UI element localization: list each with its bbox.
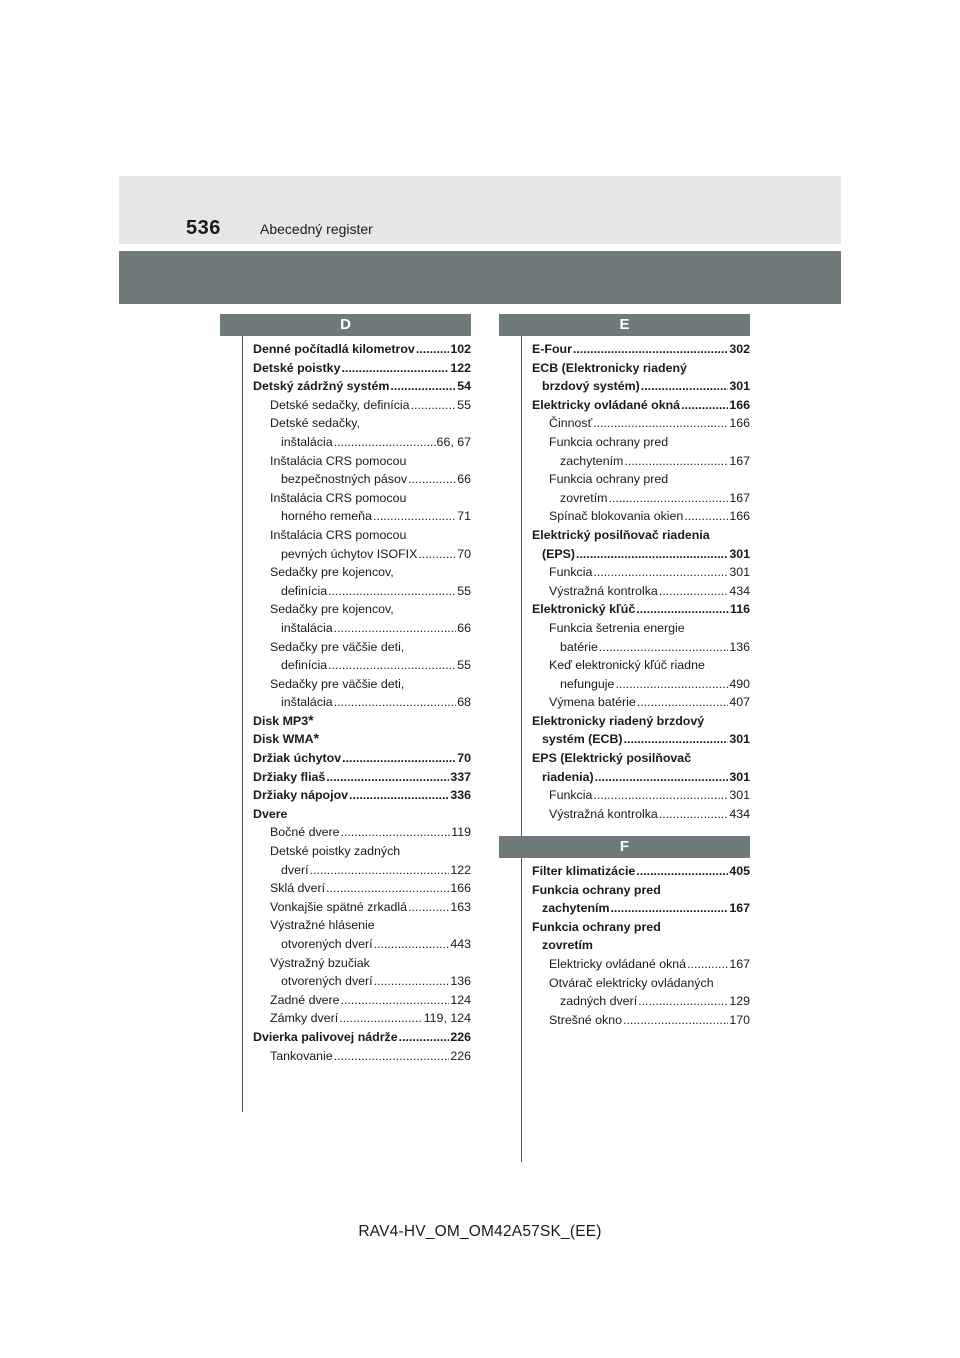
index-entry-term: Funkcia ochrany pred — [532, 919, 661, 934]
leader-dots — [684, 507, 728, 526]
index-entry — [253, 452, 471, 471]
index-entry-term: definícia — [281, 583, 328, 598]
index-entry-page: 54 — [457, 379, 471, 394]
index-entry — [253, 377, 471, 396]
leader-dots — [416, 340, 450, 359]
leader-dots — [390, 377, 456, 396]
index-entry-term: Sedačky pre kojencov, — [270, 602, 394, 617]
index-entry — [532, 992, 750, 1011]
index-entry — [532, 470, 750, 489]
index-entry-term: Zámky dverí — [270, 1011, 339, 1026]
leader-dots — [349, 786, 449, 805]
index-entry — [253, 972, 471, 991]
index-entry — [532, 936, 750, 955]
index-entry-term: Disk MP3 — [253, 713, 309, 728]
leader-dots — [595, 768, 729, 787]
index-entry-page: 122 — [450, 862, 471, 877]
index-entry-term: dverí — [281, 862, 309, 877]
index-entry-page: 66, 67 — [436, 434, 471, 449]
index-entry-term: Bočné dvere — [270, 825, 340, 840]
leader-dots — [341, 991, 450, 1010]
index-entry — [532, 862, 750, 881]
index-entry-term: Detské poistky zadných — [270, 844, 401, 859]
header-band — [119, 176, 841, 244]
index-entry — [253, 396, 471, 415]
index-entry — [532, 340, 750, 359]
index-entry — [253, 1047, 471, 1066]
leader-dots — [687, 955, 728, 974]
index-entry-page: 443 — [450, 937, 471, 951]
leader-dots — [573, 340, 728, 359]
index-entry-term: E-Four — [532, 342, 572, 356]
index-entry-page: 407 — [729, 695, 750, 710]
index-entry — [532, 489, 750, 508]
index-entry-page: 301 — [729, 732, 750, 747]
index-entry — [532, 918, 750, 937]
index-entry-page: 55 — [457, 397, 471, 412]
index-entry-term: Vonkajšie spätné zrkadlá — [270, 899, 408, 914]
index-entry-page: 116 — [730, 602, 750, 617]
leader-dots — [599, 638, 728, 657]
index-entry — [253, 526, 471, 545]
index-entry-term: Sedačky pre kojencov, — [270, 565, 394, 580]
index-entry-term: Činnosť — [549, 416, 593, 431]
index-entry-term: Detský zádržný systém — [253, 379, 390, 394]
index-entry-term: Funkcia ochrany pred — [532, 882, 661, 897]
index-entry-page: 163 — [450, 899, 471, 914]
index-entry-page: 490 — [729, 676, 750, 691]
index-entry-term: Zadné dvere — [270, 992, 340, 1007]
index-entry-term: bezpečnostných pásov — [281, 472, 408, 487]
index-entry — [253, 600, 471, 619]
index-entry-term: horného remeňa — [281, 509, 372, 524]
index-entry — [253, 1028, 471, 1047]
index-entry-page: 170 — [729, 1012, 750, 1027]
leader-dots — [334, 619, 457, 638]
index-entry-page: 167 — [729, 956, 750, 971]
entries-list-e — [521, 336, 750, 836]
leader-dots — [593, 786, 728, 805]
index-entry — [253, 359, 471, 378]
index-entry-term: EPS (Elektrický posilňovač — [532, 751, 692, 766]
index-entry-page: 226 — [450, 1048, 471, 1063]
page-number: 536 — [186, 217, 221, 239]
index-entry — [253, 954, 471, 973]
index-entry-term: Detské sedačky, — [270, 416, 360, 431]
leader-dots — [593, 414, 728, 433]
index-entry-term: Dvierka palivovej nádrže — [253, 1029, 398, 1044]
index-entry-term: Výstražné hlásenie — [270, 918, 375, 933]
index-entry — [253, 768, 471, 787]
index-entry: Disk WMA * — [253, 730, 471, 749]
leader-dots — [636, 862, 728, 881]
index-entry-term: Funkcia — [549, 788, 593, 803]
leader-dots — [636, 600, 729, 619]
leader-dots — [339, 1009, 423, 1028]
index-entry: Disk MP3 * — [253, 712, 471, 731]
index-entry — [532, 507, 750, 526]
leader-dots — [609, 489, 729, 508]
index-entry — [532, 786, 750, 805]
index-entry — [532, 805, 750, 824]
section-block-f — [499, 836, 750, 1162]
index-entry — [532, 693, 750, 712]
index-entry — [532, 675, 750, 694]
index-entry-page: 301 — [729, 379, 750, 394]
leader-dots — [328, 582, 456, 601]
index-entry — [253, 898, 471, 917]
index-entry-page: 129 — [729, 994, 750, 1009]
index-entry-term: Elektronický kľúč — [532, 602, 636, 617]
index-entry-page: 55 — [457, 658, 471, 673]
leader-dots — [593, 563, 728, 582]
index-entry — [532, 712, 750, 731]
index-entry — [532, 768, 750, 787]
index-entry — [532, 638, 750, 657]
index-entry-page: 167 — [729, 901, 750, 916]
index-entry-term: Elektrický posilňovač riadenia — [532, 527, 710, 542]
index-entry-term: zovretím — [542, 938, 593, 953]
index-entry-page: 302 — [729, 342, 750, 356]
index-entry-term: Detské sedačky, definícia — [270, 397, 410, 412]
index-entry-term: Inštalácia CRS pomocou — [270, 453, 407, 468]
index-entry-term: inštalácia — [281, 695, 333, 710]
index-entry — [253, 991, 471, 1010]
chapter-band — [119, 251, 841, 304]
index-entry — [532, 452, 750, 471]
index-entry — [253, 582, 471, 601]
index-entry-page: 122 — [450, 360, 471, 375]
leader-dots — [374, 972, 450, 991]
index-entry-term: zachytením — [560, 453, 624, 468]
index-entry-term: Výstražná kontrolka — [549, 806, 658, 821]
index-entry-page: 71 — [457, 509, 471, 524]
leader-dots — [615, 675, 728, 694]
index-entry — [532, 974, 750, 993]
index-entry — [253, 749, 471, 768]
index-entry-page: 434 — [729, 583, 750, 598]
index-entry — [532, 563, 750, 582]
index-entry — [532, 414, 750, 433]
index-entry-page: 405 — [729, 864, 750, 878]
index-entry-page: 119 — [451, 825, 471, 840]
index-entry-term: zovretím — [560, 490, 608, 505]
index-entry-term: systém (ECB) — [542, 732, 623, 747]
leader-dots — [326, 879, 449, 898]
leader-dots — [374, 935, 450, 954]
index-entry-page: 301 — [729, 546, 750, 561]
index-entry-page: 124 — [450, 992, 471, 1007]
index-entry — [253, 656, 471, 675]
index-entry-term: riadenia) — [542, 769, 594, 784]
index-entry-page: 66 — [457, 620, 471, 635]
section-header-f: F — [499, 836, 750, 858]
index-entry-term: Elektricky ovládané okná — [549, 956, 687, 971]
index-entry — [253, 935, 471, 954]
index-entry-term: Detské poistky — [253, 360, 341, 375]
index-entry-term: Inštalácia CRS pomocou — [270, 527, 407, 542]
entries-list-d — [242, 336, 471, 1112]
index-entry-term: Filter klimatizácie — [532, 864, 636, 878]
index-entry — [532, 730, 750, 749]
index-entry-page: 102 — [450, 342, 471, 356]
index-entry-term: Držiaky nápojov — [253, 788, 349, 803]
leader-dots — [576, 545, 728, 564]
leader-dots — [638, 992, 728, 1011]
index-entry-page: 337 — [450, 769, 471, 784]
leader-dots — [373, 507, 456, 526]
entries-list-f — [521, 858, 750, 1162]
index-entry-page: 68 — [457, 695, 471, 710]
index-entry-term: otvorených dverí — [281, 974, 373, 989]
index-entry-term: nefunguje — [560, 676, 615, 691]
index-entry — [532, 1011, 750, 1030]
leader-dots — [659, 582, 729, 601]
index-entry-term: Funkcia šetrenia energie — [549, 620, 685, 635]
index-entry-page: 70 — [457, 751, 471, 766]
leader-dots — [408, 898, 449, 917]
index-entry — [253, 563, 471, 582]
index-entry — [532, 582, 750, 601]
index-entry-page: 70 — [457, 546, 471, 561]
index-entry — [253, 786, 471, 805]
index-entry — [253, 619, 471, 638]
leader-dots — [341, 359, 449, 378]
index-entry — [253, 545, 471, 564]
leader-dots — [637, 693, 729, 712]
index-entry-page: 301 — [729, 769, 750, 784]
index-entry — [253, 842, 471, 861]
index-column-right — [499, 314, 750, 1162]
leader-dots — [681, 396, 728, 415]
index-entry — [532, 899, 750, 918]
leader-dots — [399, 1028, 450, 1047]
index-entry-page: 301 — [729, 565, 750, 580]
index-entry-term: Funkcia ochrany pred — [549, 472, 669, 487]
section-header-d: D — [220, 314, 471, 336]
index-entry-term: batérie — [560, 639, 598, 654]
index-entry — [253, 823, 471, 842]
leader-dots — [610, 899, 728, 918]
index-entry-page: 119, 124 — [423, 1011, 471, 1026]
index-entry — [253, 433, 471, 452]
index-entry — [532, 619, 750, 638]
index-entry-page: 136 — [729, 639, 750, 654]
index-entry — [253, 916, 471, 935]
index-entry-page: 434 — [729, 806, 750, 821]
index-entry-page: 166 — [729, 509, 750, 524]
index-entry — [253, 470, 471, 489]
index-entry-page: 167 — [729, 453, 750, 468]
index-entry-term: brzdový systém) — [542, 379, 640, 394]
index-entry-term: Inštalácia CRS pomocou — [270, 490, 407, 505]
index-entry — [253, 414, 471, 433]
index-entry-term: Strešné okno — [549, 1012, 623, 1027]
index-entry-term: zachytením — [542, 901, 610, 916]
index-entry-page: 167 — [729, 490, 750, 505]
index-entry-term: Držiaky fliaš — [253, 769, 326, 784]
index-entry-term: inštalácia — [281, 620, 333, 635]
index-entry — [532, 359, 750, 378]
index-entry — [253, 1009, 471, 1028]
leader-dots — [418, 545, 456, 564]
index-entry — [253, 638, 471, 657]
leader-dots — [334, 433, 436, 452]
leader-dots — [328, 656, 456, 675]
index-entry — [253, 340, 471, 359]
leader-dots — [408, 470, 456, 489]
index-entry-term: Držiak úchytov — [253, 751, 342, 766]
index-entry — [253, 805, 471, 824]
index-entry — [532, 955, 750, 974]
index-entry-page: 226 — [450, 1029, 471, 1044]
index-entry — [253, 675, 471, 694]
index-entry-term: Otvárač elektricky ovládaných — [549, 975, 714, 990]
index-entry-page: 336 — [450, 788, 471, 803]
index-entry — [532, 526, 750, 545]
index-entry-term: inštalácia — [281, 434, 333, 449]
index-entry-term: Tankovanie — [270, 1048, 333, 1063]
index-entry — [532, 600, 750, 619]
leader-dots — [411, 396, 457, 415]
leader-dots — [641, 377, 729, 396]
index-entry-term: (EPS) — [542, 546, 576, 561]
index-entry — [532, 545, 750, 564]
index-entry — [253, 489, 471, 508]
index-entry-term: Elektricky ovládané okná — [532, 397, 681, 412]
leader-dots — [624, 730, 729, 749]
leader-dots — [659, 805, 729, 824]
leader-dots — [623, 1011, 728, 1030]
leader-dots — [624, 452, 728, 471]
index-entry-term: Výmena batérie — [549, 695, 636, 710]
leader-dots — [310, 861, 450, 880]
index-entry-term: Sklá dverí — [270, 881, 326, 896]
index-entry-term: definícia — [281, 658, 328, 673]
index-entry-term: Elektronicky riadený brzdový — [532, 713, 705, 728]
index-entry-term: zadných dverí — [560, 994, 638, 1009]
index-entry-page: 55 — [457, 583, 471, 598]
index-entry-term: Sedačky pre väčšie deti, — [270, 639, 405, 654]
page-title: Abecedný register — [260, 221, 373, 237]
index-entry — [253, 507, 471, 526]
index-entry — [253, 879, 471, 898]
index-entry-page: 166 — [450, 881, 471, 896]
index-entry — [532, 396, 750, 415]
section-header-e: E — [499, 314, 750, 336]
leader-dots — [341, 823, 451, 842]
index-entry — [253, 861, 471, 880]
index-entry-term: Dvere — [253, 806, 288, 821]
index-entry-term: Výstražná kontrolka — [549, 583, 658, 598]
index-entry-term: Funkcia ochrany pred — [549, 434, 669, 449]
index-column-left — [220, 314, 471, 1112]
index-entry-term: pevných úchytov ISOFIX — [281, 546, 418, 561]
index-entry-page: 66 — [457, 472, 471, 487]
index-entry-term: Funkcia — [549, 565, 593, 580]
document-code: RAV4-HV_OM_OM42A57SK_(EE) — [358, 1223, 602, 1240]
index-entry — [532, 656, 750, 675]
leader-dots — [334, 693, 457, 712]
index-entry-page: 136 — [450, 974, 471, 989]
leader-dots — [342, 749, 456, 768]
index-entry — [532, 749, 750, 768]
index-entry — [532, 433, 750, 452]
index-entry-term: otvorených dverí — [281, 937, 373, 951]
index-entry-term: Disk WMA — [253, 732, 314, 747]
index-entry — [532, 377, 750, 396]
index-entry — [253, 693, 471, 712]
index-entry-page: 166 — [729, 416, 750, 431]
index-entry-page: 166 — [729, 397, 750, 412]
index-entry-term: Denné počítadlá kilometrov — [253, 342, 415, 356]
index-entry-page: 301 — [729, 788, 750, 803]
index-entry-term: ECB (Elektronicky riadený — [532, 360, 687, 375]
index-entry-term: Sedačky pre väčšie deti, — [270, 676, 405, 691]
index-entry — [532, 881, 750, 900]
index-entry-term: Keď elektronický kľúč riadne — [549, 658, 705, 673]
index-entry-term: Výstražný bzučiak — [270, 955, 370, 970]
index-entry-term: Spínač blokovania okien — [549, 509, 684, 524]
leader-dots — [334, 1047, 450, 1066]
leader-dots — [326, 768, 449, 787]
